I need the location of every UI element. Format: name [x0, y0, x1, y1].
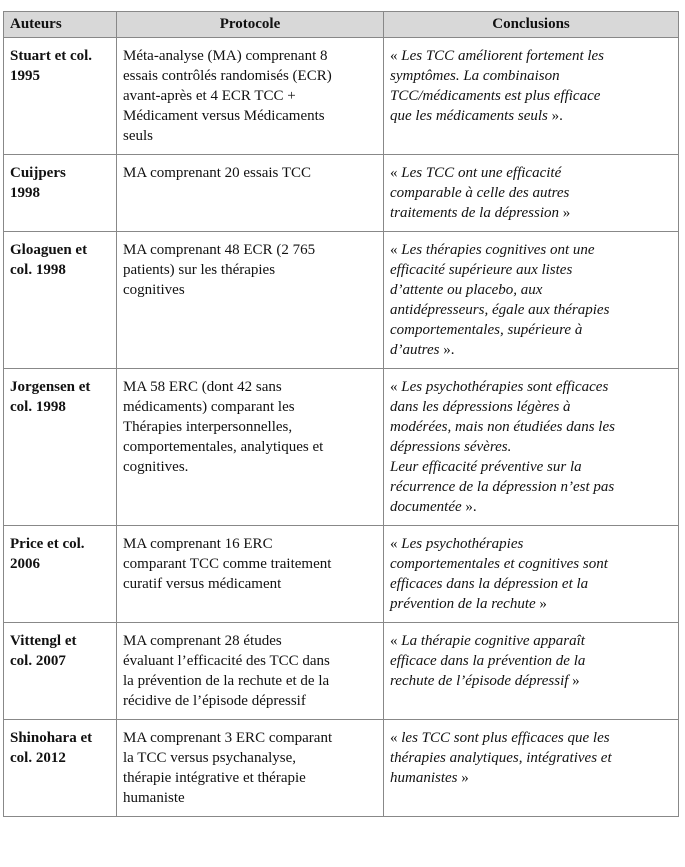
conclusion-text: comparable à celle des autres	[390, 185, 570, 201]
conclusion-line	[390, 163, 673, 183]
conclusion-text: prévention de la rechute	[390, 596, 536, 612]
conclusion-text: humanistes	[390, 770, 458, 786]
table-row	[4, 38, 679, 155]
conclusion-line	[390, 280, 673, 300]
protocol-line: MA 58 ERC (dont 42 sans	[123, 379, 282, 395]
conclusion-line	[390, 534, 673, 554]
conclusion-line	[390, 631, 673, 651]
close-quote: »	[559, 205, 571, 221]
conclusion-line	[390, 554, 673, 574]
protocol-line: comparant TCC comme traitement	[123, 556, 332, 572]
protocol-line: la TCC versus psychanalyse,	[123, 750, 297, 766]
conclusion-text: efficacité supérieure aux listes	[390, 262, 573, 278]
author-line: Price et col.	[10, 536, 85, 552]
close-quote: »	[568, 673, 580, 689]
author-cell	[4, 720, 117, 817]
conclusion-line	[390, 377, 673, 397]
studies-table	[3, 11, 679, 817]
author-cell	[4, 369, 117, 526]
conclusion-line	[390, 340, 673, 360]
close-quote: »	[457, 770, 469, 786]
table-row	[4, 720, 679, 817]
author-line: col. 2007	[10, 653, 66, 669]
conclusion-text: efficace dans la prévention de la	[390, 653, 586, 669]
conclusion-line	[390, 300, 673, 320]
protocol-cell	[117, 155, 384, 232]
protocol-line: cognitives	[123, 282, 185, 298]
open-quote: «	[390, 536, 402, 552]
conclusion-line	[390, 768, 673, 788]
conclusion-text: antidépresseurs, égale aux thérapies	[390, 302, 610, 318]
protocol-line: MA comprenant 48 ECR (2 765	[123, 242, 316, 258]
conclusion-cell	[384, 155, 679, 232]
author-cell	[4, 526, 117, 623]
conclusion-cell	[384, 623, 679, 720]
conclusion-cell	[384, 369, 679, 526]
protocol-line: MA comprenant 28 études	[123, 633, 282, 649]
close-quote: ».	[547, 108, 563, 124]
author-line: Cuijpers	[10, 165, 66, 181]
conclusion-text: d’autres	[390, 342, 440, 358]
conclusion-text: dans les dépressions légères à	[390, 399, 571, 415]
protocol-line: MA comprenant 20 essais TCC	[123, 165, 312, 181]
header-conclusions: Conclusions	[384, 12, 679, 38]
conclusion-text: comportementales et cognitives sont	[390, 556, 608, 572]
conclusion-text: modérées, mais non étudiées dans les	[390, 419, 615, 435]
author-line: 1998	[10, 185, 40, 201]
author-cell	[4, 232, 117, 369]
conclusion-line	[390, 671, 673, 691]
conclusion-text: traitements de la dépression	[390, 205, 560, 221]
conclusion-text: d’attente ou placebo, aux	[390, 282, 543, 298]
conclusion-text: La thérapie cognitive apparaît	[401, 633, 585, 649]
author-line: 1995	[10, 68, 40, 84]
author-line: col. 2012	[10, 750, 66, 766]
conclusion-line	[390, 574, 673, 594]
protocol-line: seuls	[123, 128, 153, 144]
protocol-line: évaluant l’efficacité des TCC dans	[123, 653, 330, 669]
conclusion-line	[390, 417, 673, 437]
table-row	[4, 526, 679, 623]
header-auteurs: Auteurs	[4, 12, 117, 38]
conclusion-cell	[384, 38, 679, 155]
conclusion-line	[390, 594, 673, 614]
conclusion-line	[390, 320, 673, 340]
conclusion-line	[390, 457, 673, 477]
protocol-line: MA comprenant 16 ERC	[123, 536, 273, 552]
open-quote: «	[390, 379, 402, 395]
author-cell	[4, 155, 117, 232]
conclusion-line	[390, 260, 673, 280]
conclusion-line	[390, 183, 673, 203]
table-row	[4, 232, 679, 369]
conclusion-text: Les psychothérapies sont efficaces	[401, 379, 609, 395]
protocol-line: récidive de l’épisode dépressif	[123, 693, 306, 709]
protocol-line: avant-après et 4 ECR TCC +	[123, 88, 296, 104]
conclusion-text: comportementales, supérieure à	[390, 322, 583, 338]
conclusion-cell	[384, 526, 679, 623]
conclusion-line	[390, 66, 673, 86]
conclusion-text: rechute de l’épisode dépressif	[390, 673, 569, 689]
author-line: Stuart et col.	[10, 48, 93, 64]
table-row	[4, 155, 679, 232]
author-line: col. 1998	[10, 262, 66, 278]
protocol-cell	[117, 526, 384, 623]
protocol-line: Méta-analyse (MA) comprenant 8	[123, 48, 328, 64]
conclusion-line	[390, 106, 673, 126]
protocol-line: comportementales, analytiques et	[123, 439, 324, 455]
close-quote: »	[535, 596, 547, 612]
conclusion-text: efficaces dans la dépression et la	[390, 576, 589, 592]
protocol-line: patients) sur les thérapies	[123, 262, 276, 278]
protocol-line: cognitives.	[123, 459, 189, 475]
conclusion-line	[390, 203, 673, 223]
header-row	[4, 12, 679, 38]
conclusion-line	[390, 240, 673, 260]
conclusion-text: Les thérapies cognitives ont une	[401, 242, 595, 258]
conclusion-text: dépressions sévères.	[390, 439, 512, 455]
conclusion-text: documentée	[390, 499, 462, 515]
protocol-line: Thérapies interpersonnelles,	[123, 419, 293, 435]
conclusion-text: thérapies analytiques, intégratives et	[390, 750, 612, 766]
conclusion-text: les TCC sont plus efficaces que les	[401, 730, 610, 746]
table-row	[4, 369, 679, 526]
conclusion-line	[390, 397, 673, 417]
conclusion-text: que les médicaments seuls	[390, 108, 548, 124]
close-quote: ».	[439, 342, 455, 358]
author-line: Shinohara et	[10, 730, 93, 746]
conclusion-text: TCC/médicaments est plus efficace	[390, 88, 601, 104]
protocol-cell	[117, 369, 384, 526]
conclusion-text: récurrence de la dépression n’est pas	[390, 479, 615, 495]
conclusion-cell	[384, 232, 679, 369]
protocol-cell	[117, 232, 384, 369]
conclusion-line	[390, 46, 673, 66]
conclusion-line	[390, 437, 673, 457]
conclusion-line	[390, 651, 673, 671]
protocol-line: la prévention de la rechute et de la	[123, 673, 330, 689]
conclusion-text: Leur efficacité préventive sur la	[390, 459, 582, 475]
protocol-cell	[117, 720, 384, 817]
conclusion-cell	[384, 720, 679, 817]
protocol-line: thérapie intégrative et thérapie	[123, 770, 306, 786]
conclusion-text: Les TCC ont une efficacité	[401, 165, 562, 181]
protocol-cell	[117, 38, 384, 155]
protocol-line: médicaments) comparant les	[123, 399, 295, 415]
author-line: Vittengl et	[10, 633, 77, 649]
author-line: col. 1998	[10, 399, 66, 415]
table-row	[4, 623, 679, 720]
conclusion-line	[390, 477, 673, 497]
open-quote: «	[390, 242, 402, 258]
author-cell	[4, 623, 117, 720]
author-line: Gloaguen et	[10, 242, 88, 258]
author-line: 2006	[10, 556, 40, 572]
conclusion-text: symptômes. La combinaison	[390, 68, 560, 84]
protocol-line: Médicament versus Médicaments	[123, 108, 325, 124]
open-quote: «	[390, 730, 402, 746]
protocol-cell	[117, 623, 384, 720]
conclusion-line	[390, 748, 673, 768]
protocol-line: essais contrôlés randomisés (ECR)	[123, 68, 332, 84]
conclusion-line	[390, 86, 673, 106]
author-cell	[4, 38, 117, 155]
protocol-line: MA comprenant 3 ERC comparant	[123, 730, 333, 746]
author-line: Jorgensen et	[10, 379, 91, 395]
header-protocole: Protocole	[117, 12, 384, 38]
conclusion-line	[390, 497, 673, 517]
open-quote: «	[390, 633, 402, 649]
protocol-line: curatif versus médicament	[123, 576, 282, 592]
open-quote: «	[390, 48, 402, 64]
table-body	[4, 38, 679, 817]
conclusion-line	[390, 728, 673, 748]
conclusion-text: Les psychothérapies	[401, 536, 524, 552]
conclusion-text: Les TCC améliorent fortement les	[401, 48, 605, 64]
protocol-line: humaniste	[123, 790, 185, 806]
close-quote: ».	[461, 499, 477, 515]
open-quote: «	[390, 165, 402, 181]
